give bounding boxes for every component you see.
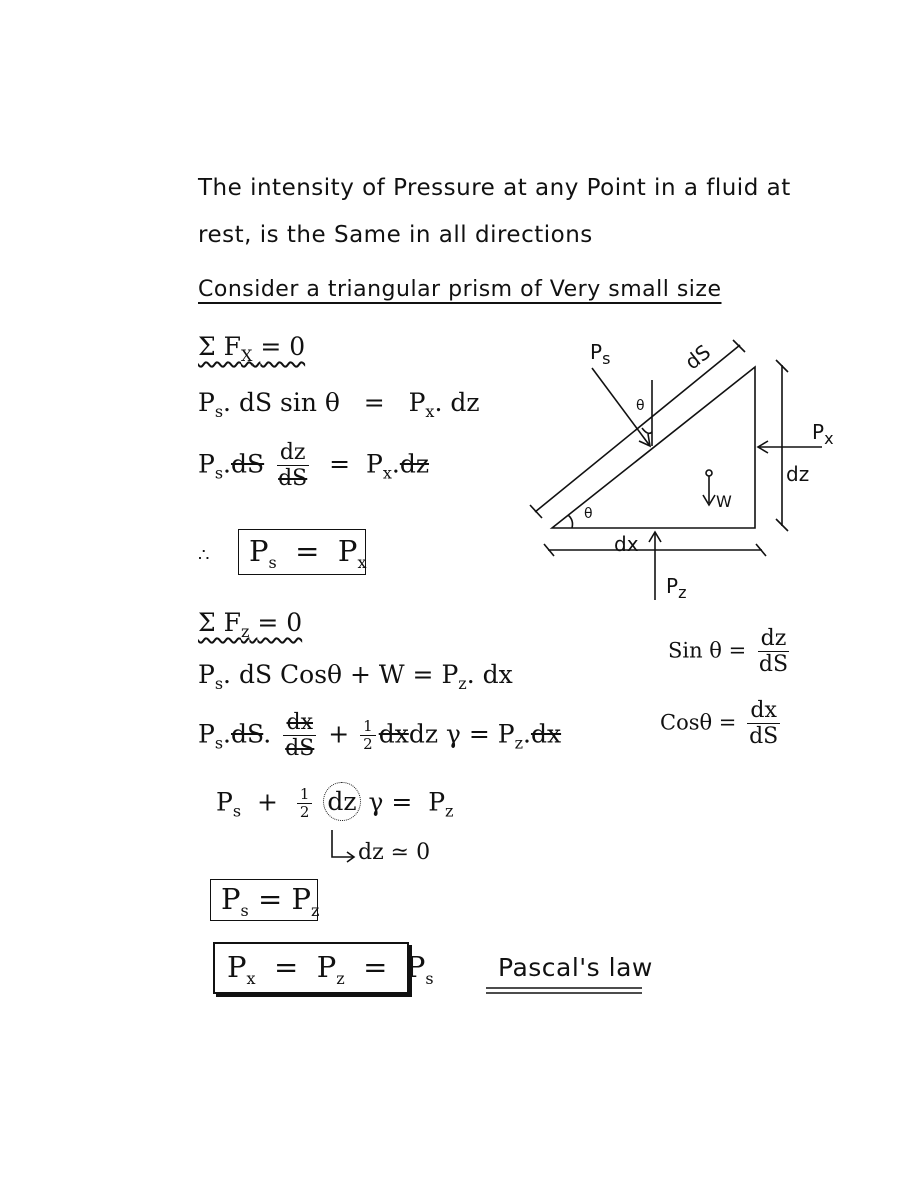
therefore-symbol: ∴ — [198, 545, 210, 566]
result-ps-px-box: $P_s = P_x$ — [238, 529, 366, 575]
statement-line-1: The intensity of Pressure at any Point in a fluid at — [198, 175, 791, 201]
half-fraction-2: $\frac{1}{2}$ — [297, 786, 313, 822]
diagram-dx-label: dx — [614, 532, 639, 556]
diagram-theta-top: θ — [636, 398, 645, 414]
consider-heading: Consider a triangular prism of Very small size — [198, 277, 722, 302]
approx-arrow — [332, 830, 354, 857]
x-equation-1: $P_s$. dS sin θ = $P_x$. dz — [198, 388, 480, 421]
circled-dz: dz — [323, 782, 360, 821]
final-result-box: $P_x = P_z = P_s$ — [213, 942, 409, 994]
sin-relation: Sin θ = $\frac{dz}{dS}$ — [668, 626, 789, 678]
diagram-ps-label: $P_s$ — [590, 340, 611, 368]
result-ps-pz-box: $P_s = P_z$ — [210, 879, 318, 921]
z-equation-3: $P_s$ + $\frac{1}{2}$ dz $\gamma = P_z$ — [216, 786, 453, 822]
approx-note: dz ≃ 0 — [358, 840, 431, 865]
theta-arc-bottom — [568, 515, 573, 528]
z-fraction: $\frac{dx}{dS}$ — [285, 710, 315, 762]
weight-point — [706, 470, 712, 476]
diagram-px-label: $P_x$ — [812, 420, 834, 448]
x-fraction: $\frac{dz}{dS}$ — [278, 440, 308, 492]
sum-fz-heading: Σ $F_z = 0$ — [198, 608, 303, 641]
theta-arc-top — [642, 428, 652, 433]
half-fraction: $\frac{1}{2}$ — [360, 718, 376, 754]
diagram-ds-label: dS — [680, 339, 716, 375]
pascals-law-label: Pascal's law — [498, 953, 653, 982]
diagram-pz-label: $P_z$ — [666, 574, 687, 602]
diagram-dz-label: dz — [786, 462, 810, 486]
diagram-theta-bottom: θ — [584, 506, 593, 522]
z-equation-1: $P_s$. dS $Cos\theta + W = P_z$. dx — [198, 660, 513, 693]
x-equation-2: $P_s.dS$ $\frac{dz}{dS}$ = $P_x.dz$ — [198, 440, 430, 492]
z-equation-2: $P_s.dS$. $\frac{dx}{dS}$ + $\frac{1}{2}$ dxdz $\gamma = P_z.dx$ — [198, 710, 562, 762]
statement-line-2: rest, is the Same in all directions — [198, 222, 593, 248]
diagram-w-label: W — [716, 492, 732, 511]
sum-fx-heading: Σ $F_X = 0$ — [198, 332, 306, 365]
cos-relation: Cosθ = $\frac{dx}{dS}$ — [660, 698, 779, 750]
